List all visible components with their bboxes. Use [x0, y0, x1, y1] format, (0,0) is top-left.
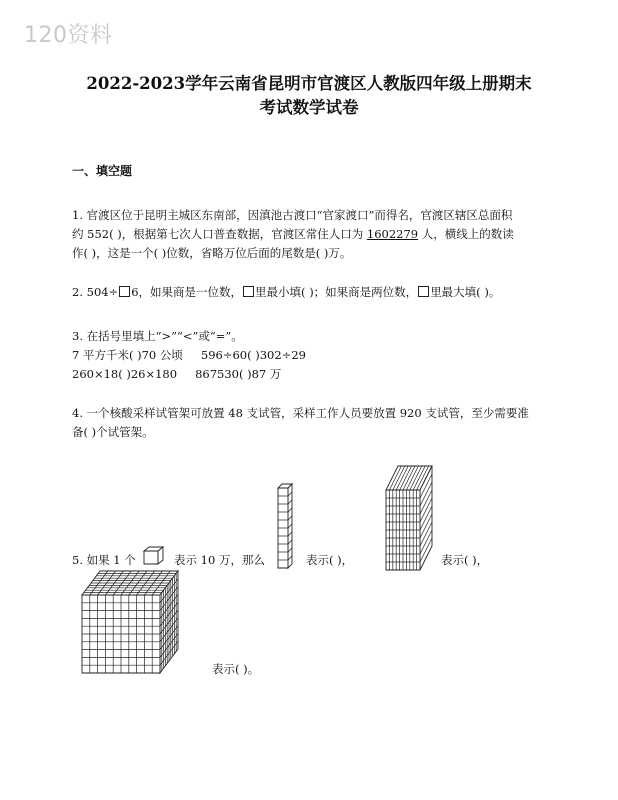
q3-item: 260×18( )26×180 — [72, 367, 178, 381]
q5-answer-3: 表示( )。 — [212, 662, 260, 676]
page-title — [0, 72, 618, 120]
q5-answer-1: 表示( )， — [306, 553, 354, 567]
q3-line-2 — [72, 346, 552, 365]
population-number: 1602279 — [366, 227, 419, 241]
q3-line-3 — [72, 365, 552, 384]
q5-answer-2: 表示( )， — [441, 553, 489, 567]
q1-text-2: 人，横线上的数读 — [418, 227, 514, 241]
blank-box — [119, 286, 130, 297]
flat-block-icon — [384, 464, 434, 572]
q4-line-2: 备( )个试管架。 — [72, 425, 154, 439]
question-1 — [72, 206, 552, 263]
title-line-2: 考试数学试卷 — [259, 98, 359, 117]
q2-text-d: 里最大填( )。 — [430, 285, 501, 299]
q3-item: 596÷60( )302÷29 — [200, 348, 306, 362]
q2-text-b: 6，如果商是一位数， — [131, 285, 243, 299]
question-3 — [72, 327, 552, 384]
blank-box — [243, 286, 254, 297]
q2-text-c: 里最小填( )；如果商是两位数， — [255, 285, 418, 299]
q4-line-1: 4. 一个核酸采样试管架可放置 48 支试管，采样工作人员要放置 920 支试管，至少需要准 — [72, 406, 529, 420]
watermark: 120资料 — [24, 23, 113, 48]
q1-line-1: 1. 官渡区位于昆明主城区东南部，因滇池古渡口“官家渡口”而得名，官渡区辖区总面积 — [72, 208, 513, 222]
q3-line-1: 3. 在括号里填上“>”“<”或“=”。 — [72, 329, 243, 343]
q3-item: 867530( )87 万 — [195, 367, 282, 381]
blank-box — [418, 286, 429, 297]
q3-item: 7 平方千米( )70 公顷 — [72, 348, 183, 362]
question-2 — [72, 283, 552, 302]
unit-cube-icon — [142, 545, 166, 565]
question-4 — [72, 404, 552, 442]
q1-line-3: 作( )，这是一个( )位数，省略万位后面的尾数是( )万。 — [72, 246, 352, 260]
q5-means: 表示 10 万，那么 — [174, 553, 265, 567]
title-line-1: 2022-2023学年云南省昆明市官渡区人教版四年级上册期末 — [86, 74, 532, 93]
large-cube-icon — [80, 565, 180, 675]
q2-text-a: 2. 504÷ — [72, 285, 119, 299]
section-heading: 一、填空题 — [72, 164, 133, 178]
q1-text: 约 552( )，根据第七次人口普查数据，官渡区常住人口为 — [72, 227, 367, 241]
q1-line-2 — [72, 225, 552, 244]
rod-block-icon — [276, 480, 296, 570]
q5-intro: 5. 如果 1 个 — [72, 553, 136, 567]
